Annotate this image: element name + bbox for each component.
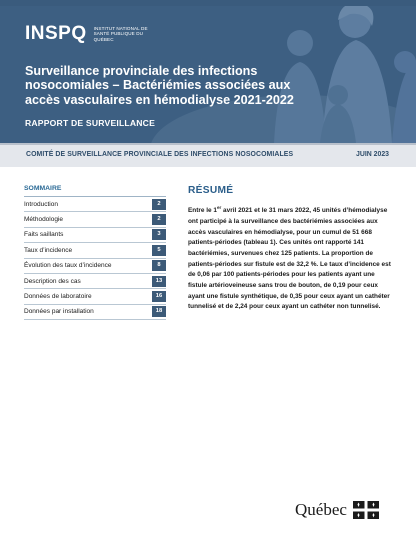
toc-title: SOMMAIRE [24,185,166,197]
toc-page-number: 3 [152,229,166,240]
toc-page-number: 5 [152,245,166,256]
toc-item-label: Données par installation [24,308,94,316]
toc-page-number: 2 [152,214,166,225]
toc-item-label: Description des cas [24,277,81,285]
committee-name: COMITÉ DE SURVEILLANCE PROVINCIALE DES INFECTIONS NOSOCOMIALES [26,151,294,158]
inspq-logo [25,23,156,45]
toc-item[interactable] [24,197,166,212]
toc-list [24,197,166,320]
summary-paragraph [188,203,393,313]
toc-item[interactable] [24,228,166,243]
toc-page-number: 13 [152,276,166,287]
toc-item[interactable] [24,274,166,289]
publication-date: JUIN 2023 [356,151,389,158]
toc-item[interactable] [24,259,166,274]
toc-item[interactable] [24,243,166,258]
quebec-wordmark: Québec [295,500,347,519]
toc-item[interactable] [24,212,166,227]
toc-item-label: Introduction [24,200,58,208]
toc-item-label: Taux d’incidence [24,246,73,254]
report-cover-header [0,0,416,143]
toc-page-number: 16 [152,291,166,302]
table-of-contents [24,185,166,320]
logo-tagline: INSTITUT NATIONAL DE SANTÉ PUBLIQUE DU QUÉBEC [93,25,148,42]
toc-page-number: 8 [152,260,166,271]
toc-item[interactable] [24,305,166,320]
toc-page-number: 2 [152,199,166,210]
quebec-government-logo [295,500,379,520]
toc-item-label: Données de laboratoire [24,293,92,301]
toc-item-label: Évolution des taux d’incidence [24,262,112,270]
toc-item[interactable] [24,289,166,304]
report-type: RAPPORT DE SURVEILLANCE [25,118,156,128]
summary-section [188,185,393,313]
summary-ordinal: er [216,205,222,210]
fleur-de-lis-flag-icon [353,501,379,519]
summary-text-body: avril 2021 et le 31 mars 2022, 45 unités d’hémodialyse ont participé à la surveillance des bactériémies associées aux accès vasculaires en hémodialyse, pour un cumul de 51 668 patients-périodes (tableau 1). Ces unités ont rapporté 141 bactériémies, survenues chez 125 patients. La proportion de patients-périodes sur fistule est de 32,2 %. Le taux d’incidence est de 0,06 par 100 patients-périodes pour les patients ayant une fistule artérioveineuse sans trou de bouton, de 0,19 pour ceux ayant une fistule synthétique, de 0,35 pour ceux ayant un cathéter tunnelisé et de 2,24 pour ceux ayant un cathéter non tunnelisé. [188,207,391,311]
toc-item-label: Méthodologie [24,216,64,224]
summary-title: RÉSUMÉ [188,185,234,196]
report-title: Surveillance provinciale des infections nosocomiales – Bactériémies associées aux accès vasculaires en hémodialyse 2021-2022 [25,64,294,107]
committee-band [0,143,416,167]
logo-wordmark: INSPQ [25,23,87,44]
toc-page-number: 18 [152,306,166,317]
toc-item-label: Faits saillants [24,231,64,239]
summary-text-prefix: Entre le 1 [188,207,217,215]
